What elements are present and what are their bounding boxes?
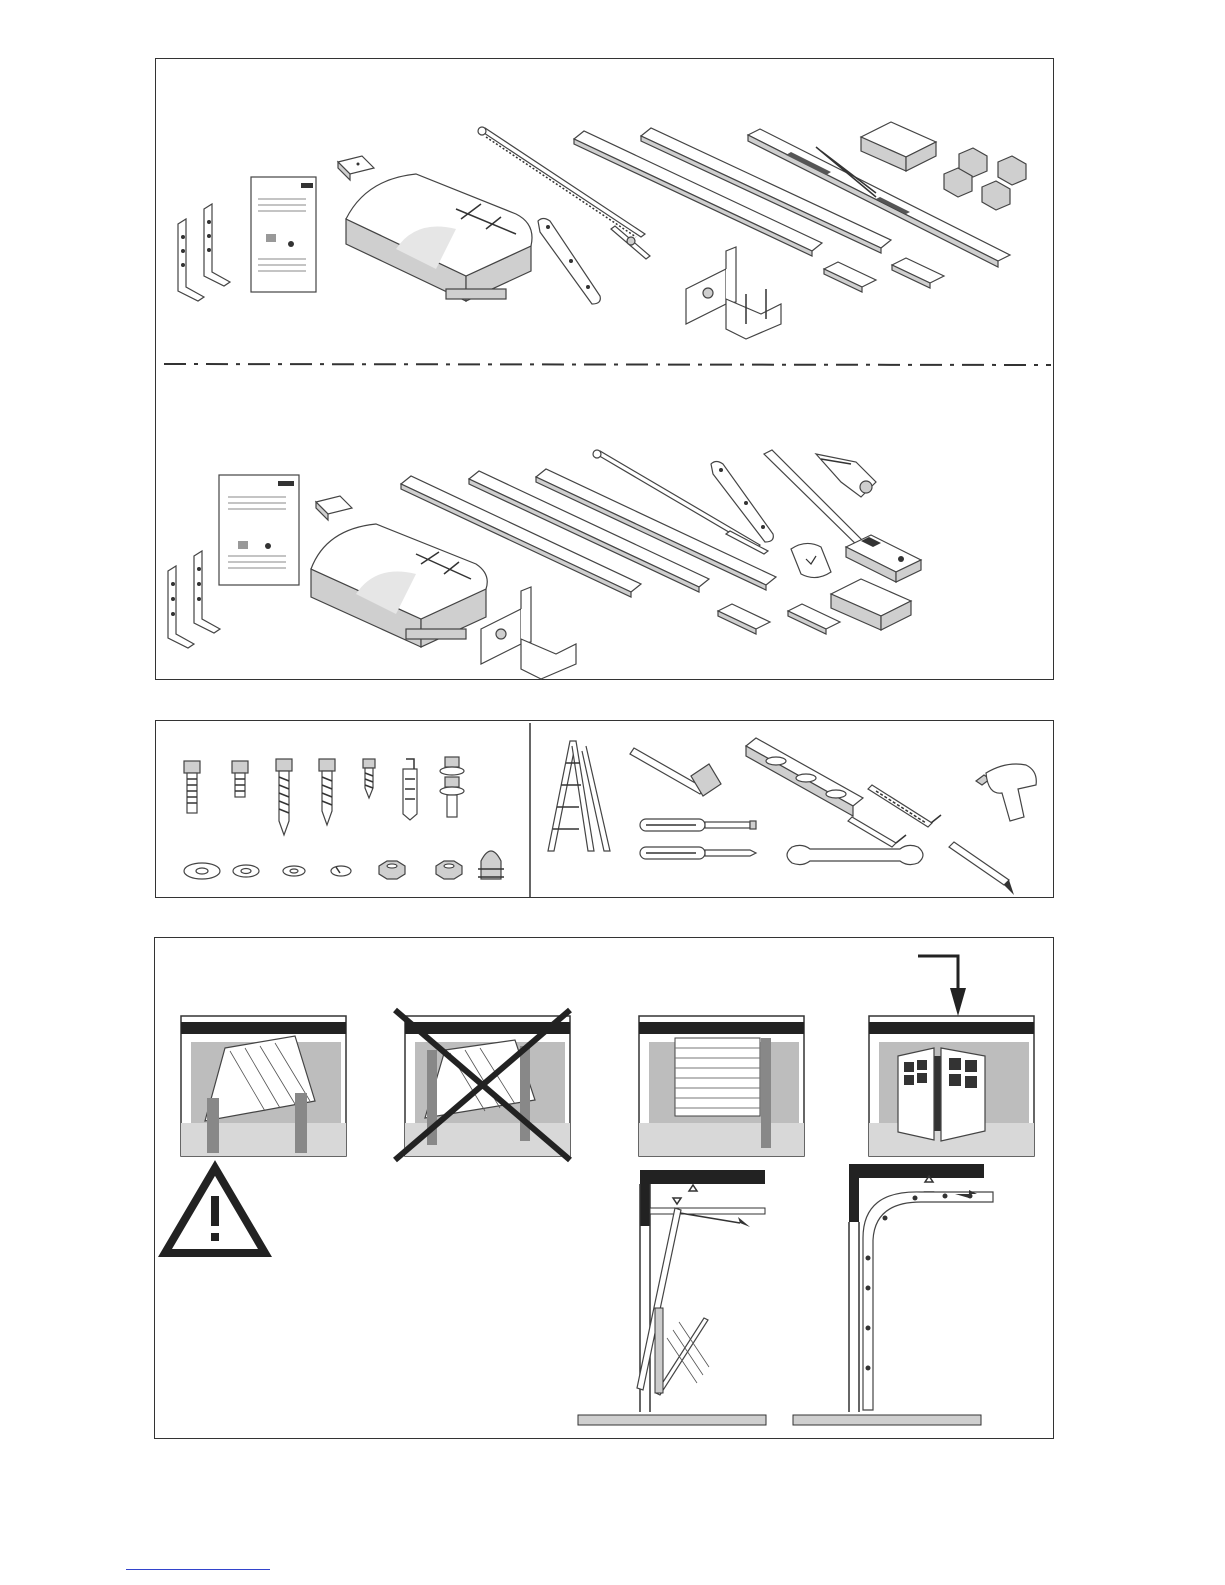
- kit-a-door-link-bracket: [538, 219, 600, 305]
- hardware-tools-illustration: [156, 721, 1055, 899]
- wire-clip: [478, 851, 504, 879]
- bolt-set: [440, 757, 464, 817]
- kit-a-operator-housing: [346, 174, 532, 301]
- kit-b-cover: [831, 579, 911, 630]
- hex-bolt-short: [232, 761, 248, 797]
- washer-large: [184, 863, 220, 879]
- spanner-icon: [787, 845, 923, 864]
- hammer-icon: [630, 748, 721, 796]
- washer-small: [283, 866, 305, 876]
- washer: [233, 865, 259, 877]
- door-types-illustration: [155, 938, 1055, 1440]
- hardware-and-tools-panel: [155, 720, 1054, 898]
- kit-b-instruction-manual: [219, 475, 299, 585]
- kit-a-rail-sleeves: [824, 258, 944, 292]
- kit-a-instruction-manual: [251, 177, 316, 292]
- kit-b-operator-housing: [311, 524, 487, 647]
- wall-plug: [403, 759, 417, 820]
- ladder-icon: [548, 741, 610, 851]
- kit-b-door-link-bracket: [711, 462, 773, 543]
- up-and-over-cross-section: [578, 1170, 766, 1425]
- lag-screw-long: [276, 759, 292, 835]
- warning-triangle-icon: [165, 1168, 265, 1253]
- kit-b-hand-transmitter: [316, 496, 352, 520]
- kit-b-curved-arm: [764, 450, 876, 554]
- kit-a-spacer-pads: [944, 148, 1026, 210]
- wood-screw: [363, 759, 375, 798]
- spring-washer: [331, 866, 351, 876]
- sectional-door-scene: [639, 1016, 804, 1156]
- kit-a-cover: [861, 122, 936, 171]
- lag-screw: [319, 759, 335, 825]
- hex-bolt: [184, 761, 200, 813]
- kit-a-hand-transmitter: [338, 156, 374, 180]
- kit-b-sticker: [791, 543, 831, 577]
- kit-a-header-bracket: [686, 247, 781, 339]
- kit-b-mounting-brackets: [168, 551, 220, 648]
- sectional-cross-section: [793, 1164, 993, 1425]
- kit-b-carriage: [846, 535, 921, 582]
- footer-rule: [126, 1569, 270, 1570]
- pointer-arrow-icon: [918, 956, 966, 1016]
- lock-nut: [379, 861, 405, 879]
- pencil-icon: [949, 842, 1014, 895]
- kit-a-mounting-brackets: [178, 204, 230, 301]
- spirit-level-icon: [746, 738, 863, 816]
- door-types-panel: [154, 937, 1054, 1439]
- up-and-over-door-scene: [181, 1016, 346, 1156]
- screwdriver-flat-icon: [640, 819, 756, 831]
- screwdriver-phillips-icon: [640, 847, 756, 859]
- kit-contents-illustration: [156, 59, 1055, 681]
- kit-b-header-bracket: [481, 587, 576, 679]
- electric-drill-icon: [976, 764, 1036, 821]
- kit-b-rail-sleeves: [718, 604, 840, 634]
- hex-nut: [436, 861, 462, 879]
- side-hinged-door-scene: [869, 1016, 1034, 1156]
- kit-contents-panel: [155, 58, 1054, 680]
- kit-separator-line: [164, 364, 1051, 365]
- drill-bits-icon: [848, 785, 941, 847]
